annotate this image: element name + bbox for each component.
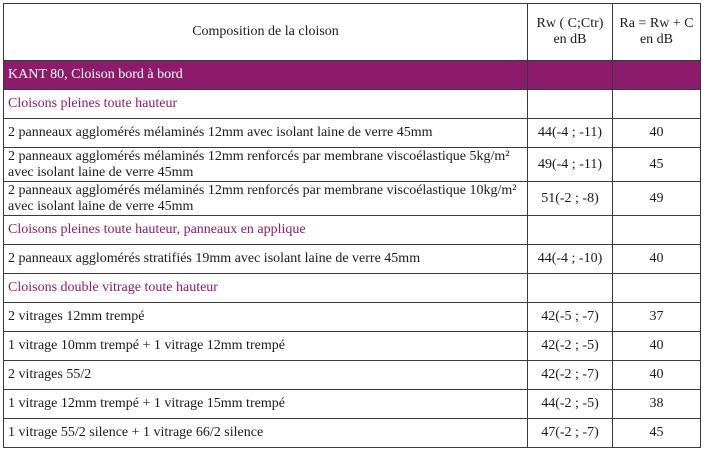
table-header-row	[4, 4, 701, 61]
row-rw: 44(-4 ; -10)	[528, 245, 613, 274]
header-ra	[613, 4, 701, 61]
system-label: KANT 80, Cloison bord à bord	[4, 61, 528, 90]
section-title: Cloisons pleines toute hauteur	[4, 90, 528, 119]
row-ra: 37	[613, 303, 701, 332]
acoustic-performance-table-container	[3, 3, 701, 448]
row-composition: 2 panneaux agglomérés mélaminés 12mm avec isolant laine de verre 45mm	[4, 119, 528, 148]
row-ra: 40	[613, 119, 701, 148]
row-composition: 2 panneaux agglomérés mélaminés 12mm renforcés par membrane viscoélastique 5kg/m² avec isolant laine de verre 45mm	[4, 148, 528, 182]
row-rw: 44(-4 ; -11)	[528, 119, 613, 148]
row-ra: 40	[613, 332, 701, 361]
section-row	[4, 90, 701, 119]
header-rw	[528, 4, 613, 61]
table-row	[4, 390, 701, 419]
section-rw-cell	[528, 216, 613, 245]
header-composition	[4, 4, 528, 61]
section-ra-cell	[613, 216, 701, 245]
system-row	[4, 61, 701, 90]
row-ra: 49	[613, 182, 701, 216]
acoustic-performance-table	[3, 3, 701, 448]
row-composition: 2 vitrages 55/2	[4, 361, 528, 390]
table-row	[4, 419, 701, 448]
table-row	[4, 119, 701, 148]
header-ra-line2: en dB	[639, 32, 674, 47]
table-row	[4, 332, 701, 361]
section-rw-cell	[528, 90, 613, 119]
header-composition-label: Composition de la cloison	[192, 24, 339, 39]
section-row	[4, 216, 701, 245]
header-rw-line1: Rw ( C;Ctr)	[536, 16, 604, 31]
row-composition: 1 vitrage 10mm trempé + 1 vitrage 12mm trempé	[4, 332, 528, 361]
row-ra: 40	[613, 245, 701, 274]
table-row	[4, 245, 701, 274]
section-ra-cell	[613, 90, 701, 119]
system-rw-cell	[528, 61, 613, 90]
section-row	[4, 274, 701, 303]
table-row	[4, 303, 701, 332]
row-rw: 42(-2 ; -5)	[528, 332, 613, 361]
table-row	[4, 182, 701, 216]
row-rw: 42(-5 ; -7)	[528, 303, 613, 332]
row-rw: 44(-2 ; -5)	[528, 390, 613, 419]
table-row	[4, 361, 701, 390]
row-composition: 2 panneaux agglomérés stratifiés 19mm avec isolant laine de verre 45mm	[4, 245, 528, 274]
section-title: Cloisons double vitrage toute hauteur	[4, 274, 528, 303]
table-row	[4, 148, 701, 182]
row-rw: 49(-4 ; -11)	[528, 148, 613, 182]
row-rw: 47(-2 ; -7)	[528, 419, 613, 448]
row-ra: 45	[613, 148, 701, 182]
row-composition: 2 panneaux agglomérés mélaminés 12mm renforcés par membrane viscoélastique 10kg/m² avec isolant laine de verre 45mm	[4, 182, 528, 216]
row-ra: 38	[613, 390, 701, 419]
row-composition: 1 vitrage 12mm trempé + 1 vitrage 15mm trempé	[4, 390, 528, 419]
section-title: Cloisons pleines toute hauteur, panneaux en applique	[4, 216, 528, 245]
header-ra-line1: Ra = Rw + C	[619, 16, 694, 31]
section-ra-cell	[613, 274, 701, 303]
header-rw-line2: en dB	[553, 32, 587, 47]
system-ra-cell	[613, 61, 701, 90]
row-composition: 1 vitrage 55/2 silence + 1 vitrage 66/2 silence	[4, 419, 528, 448]
row-rw: 51(-2 ; -8)	[528, 182, 613, 216]
row-ra: 45	[613, 419, 701, 448]
row-composition: 2 vitrages 12mm trempé	[4, 303, 528, 332]
section-rw-cell	[528, 274, 613, 303]
row-rw: 42(-2 ; -7)	[528, 361, 613, 390]
row-ra: 40	[613, 361, 701, 390]
